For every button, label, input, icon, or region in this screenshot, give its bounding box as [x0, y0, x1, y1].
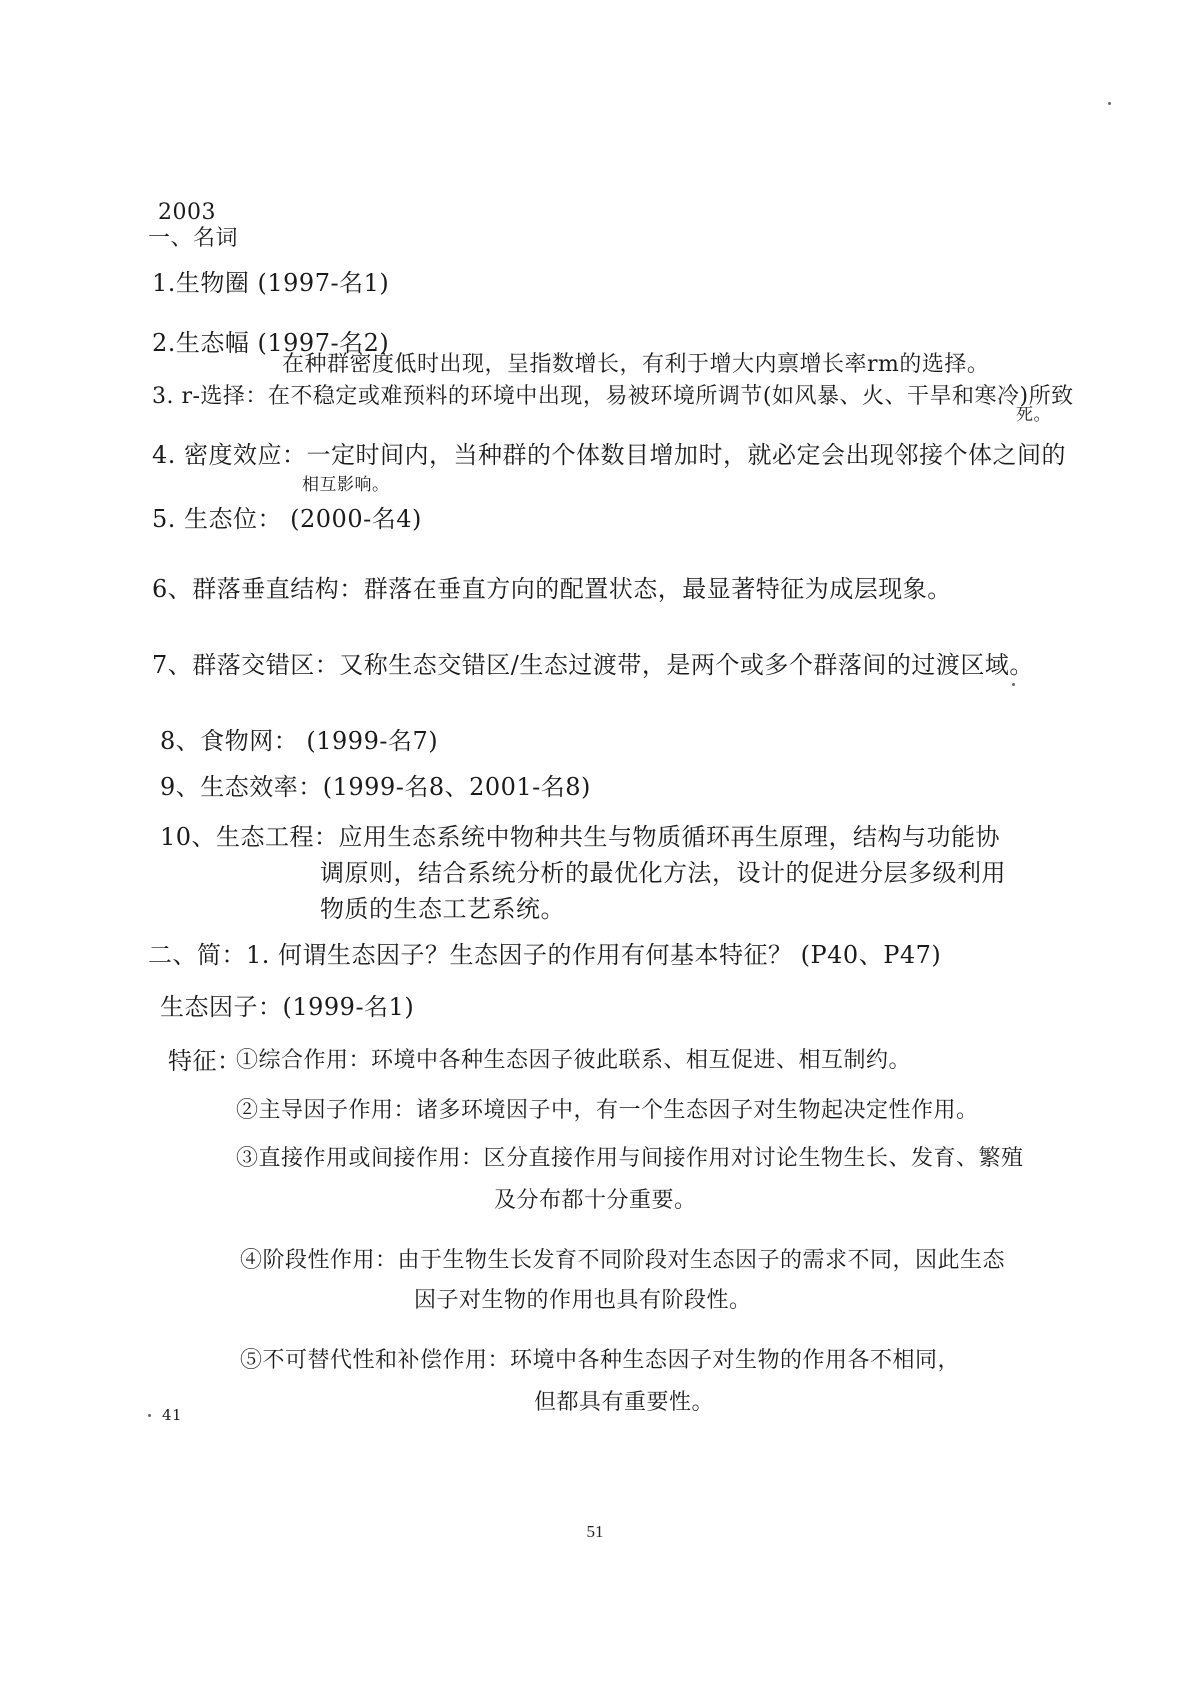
section-2-question: 二、简：1. 何谓生态因子？生态因子的作用有何基本特征？ (P40、P47) [148, 941, 942, 969]
term-10-line-a: 10、生态工程：应用生态系统中物种共生与物质循环再生原理，结构与功能协 [160, 823, 1001, 851]
term-3-line-b: 3. r-选择：在不稳定或难预料的环境中出现，易被环境所调节(如风暴、火、干旱和寒冷)所致 [152, 384, 1074, 409]
features-label: 特征： [168, 1047, 242, 1075]
term-5: 5. 生态位： (2000-名4) [152, 505, 422, 533]
feature-4-line-b: 因子对生物的作用也具有阶段性。 [414, 1288, 752, 1313]
term-8: 8、食物网： (1999-名7) [160, 727, 439, 755]
section-1-title: 一、名词 [148, 226, 239, 251]
feature-4-line-a: ④阶段性作用：由于生物生长发育不同阶段对生态因子的需求不同，因此生态 [240, 1248, 1006, 1273]
term-7: 7、群落交错区：又称生态交错区/生态过渡带，是两个或多个群落间的过渡区域。 [152, 651, 1034, 679]
term-3-line-a: 在种群密度低时出现，呈指数增长，有利于增大内禀增长率rm的选择。 [282, 352, 990, 377]
scan-speck [1108, 102, 1111, 105]
scan-speck [148, 1414, 151, 1417]
handwritten-page-number: 41 [162, 1406, 183, 1424]
scan-speck [1012, 683, 1015, 686]
feature-3-line-b: 及分布都十分重要。 [494, 1188, 697, 1213]
feature-2: ②主导因子作用：诸多环境因子中，有一个生态因子对生物起决定性作用。 [236, 1098, 979, 1123]
feature-1: ①综合作用：环境中各种生态因子彼此联系、相互促进、相互制约。 [236, 1048, 912, 1073]
year-heading: 2003 [158, 200, 216, 225]
term-10-line-b: 调原则，结合系统分析的最优化方法，设计的促进分层多级利用 [320, 859, 1006, 887]
feature-5-line-b: 但都具有重要性。 [534, 1390, 715, 1415]
term-9: 9、生态效率：(1999-名8、2001-名8) [160, 773, 591, 801]
term-6: 6、群落垂直结构：群落在垂直方向的配置状态，最显著特征为成层现象。 [152, 575, 952, 603]
feature-3-line-a: ③直接作用或间接作用：区分直接作用与间接作用对讨论生物生长、发育、繁殖 [236, 1146, 1024, 1171]
term-4-line-a: 4. 密度效应：一定时间内，当种群的个体数目增加时，就必定会出现邻接个体之间的 [152, 441, 1067, 469]
term-2: 2.生态幅 (1997-名2) [152, 329, 390, 357]
feature-5-line-a: ⑤不可替代性和补偿作用：环境中各种生态因子对生物的作用各不相同， [240, 1348, 961, 1373]
term-4-line-b: 相互影响。 [302, 475, 390, 495]
term-10-line-c: 物质的生态工艺系统。 [320, 895, 565, 923]
page-number: 51 [586, 1522, 604, 1541]
term-3-tail: 死。 [1016, 405, 1051, 425]
term-1: 1.生物圈 (1997-名1) [152, 269, 390, 297]
eco-factor-definition: 生态因子：(1999-名1) [160, 993, 415, 1021]
